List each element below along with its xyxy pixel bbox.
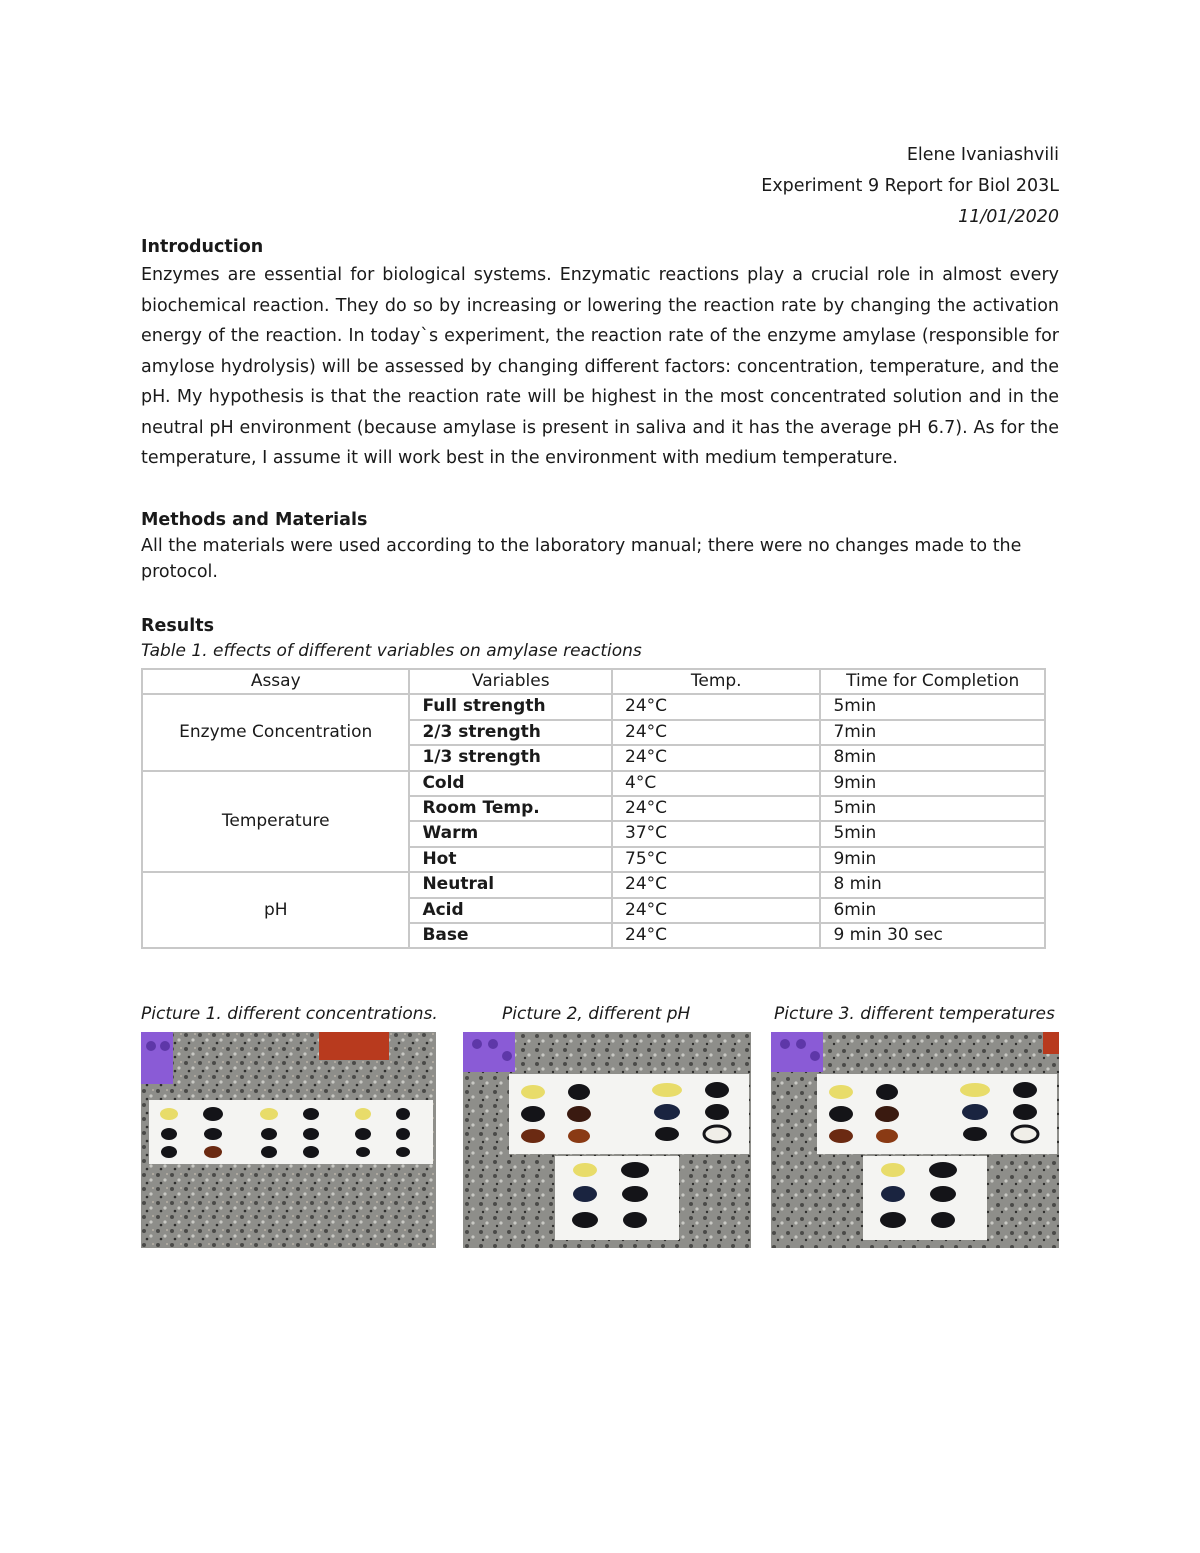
time-cell: 9min [820, 847, 1045, 872]
picture-2-caption: Picture 2, different pH [502, 1004, 691, 1024]
variable-cell: 1/3 strength [409, 745, 612, 770]
time-cell: 5min [820, 694, 1045, 719]
time-cell: 5min [820, 821, 1045, 846]
temp-cell: 75°C [612, 847, 820, 872]
picture-3-caption: Picture 3. different temperatures [774, 1004, 1055, 1024]
variable-cell: Room Temp. [409, 796, 612, 821]
picture-2-photo [463, 1032, 751, 1248]
variable-cell: Full strength [409, 694, 612, 719]
variable-cell: Neutral [409, 872, 612, 897]
methods-text: All the materials were used according to the laboratory manual; there were no changes made to the protocol. [141, 536, 1022, 582]
table-header-row [142, 669, 1045, 694]
introduction-heading: Introduction [141, 237, 264, 257]
methods-section [141, 507, 1059, 585]
column-header: Temp. [612, 669, 820, 694]
column-header: Assay [142, 669, 409, 694]
time-cell: 7min [820, 720, 1045, 745]
variable-cell: Warm [409, 821, 612, 846]
spot-plate-photo [141, 1032, 436, 1248]
picture-1-caption: Picture 1. different concentrations. [141, 1004, 438, 1024]
time-cell: 8min [820, 745, 1045, 770]
temp-cell: 24°C [612, 872, 820, 897]
temp-cell: 24°C [612, 796, 820, 821]
temp-cell: 24°C [612, 694, 820, 719]
introduction-section [141, 234, 1059, 474]
variable-cell: Cold [409, 771, 612, 796]
introduction-text: Enzymes are essential for biological systems. Enzymatic reactions play a crucial role in almost every biochemical reaction. They do so by increasing or lowering the reaction rate by changing the activation energy of the reaction. In today`s experiment, the reaction rate of the enzyme amylase (responsible for amylose hydrolysis) will be assessed by changing different factors: concentration, temperature, and the pH. My hypothesis is that the reaction rate will be highest in the most concentrated solution and in the neutral pH environment (because amylase is present in saliva and it has the average pH 6.7). As for the temperature, I assume it will work best in the environment with medium temperature. [141, 265, 1059, 468]
variable-cell: Hot [409, 847, 612, 872]
temp-cell: 24°C [612, 898, 820, 923]
assay-cell: pH [142, 872, 409, 948]
table-caption: Table 1. effects of different variables on amylase reactions [141, 641, 642, 661]
table-row [142, 872, 1045, 897]
time-cell: 9min [820, 771, 1045, 796]
variable-cell: Base [409, 923, 612, 948]
table-row [142, 694, 1045, 719]
time-cell: 5min [820, 796, 1045, 821]
column-header: Variables [409, 669, 612, 694]
header-block [141, 140, 1059, 233]
time-cell: 9 min 30 sec [820, 923, 1045, 948]
temp-cell: 24°C [612, 745, 820, 770]
assay-cell: Temperature [142, 771, 409, 873]
spot-plate-photo [771, 1032, 1059, 1248]
temp-cell: 37°C [612, 821, 820, 846]
report-date: 11/01/2020 [958, 207, 1059, 227]
time-cell: 8 min [820, 872, 1045, 897]
results-table [141, 668, 1046, 949]
results-section [141, 613, 1059, 949]
pictures-row [141, 1002, 1059, 1252]
methods-heading: Methods and Materials [141, 510, 368, 530]
picture-3-photo [771, 1032, 1059, 1248]
variable-cell: Acid [409, 898, 612, 923]
time-cell: 6min [820, 898, 1045, 923]
table-row [142, 771, 1045, 796]
results-heading: Results [141, 616, 214, 636]
assay-cell: Enzyme Concentration [142, 694, 409, 770]
temp-cell: 4°C [612, 771, 820, 796]
temp-cell: 24°C [612, 923, 820, 948]
document-page [141, 140, 1059, 1024]
temp-cell: 24°C [612, 720, 820, 745]
column-header: Time for Completion [820, 669, 1045, 694]
author-name: Elene Ivaniashvili [906, 145, 1059, 165]
spot-plate-photo [463, 1032, 751, 1248]
report-title: Experiment 9 Report for Biol 203L [761, 176, 1059, 196]
picture-1-photo [141, 1032, 436, 1248]
variable-cell: 2/3 strength [409, 720, 612, 745]
